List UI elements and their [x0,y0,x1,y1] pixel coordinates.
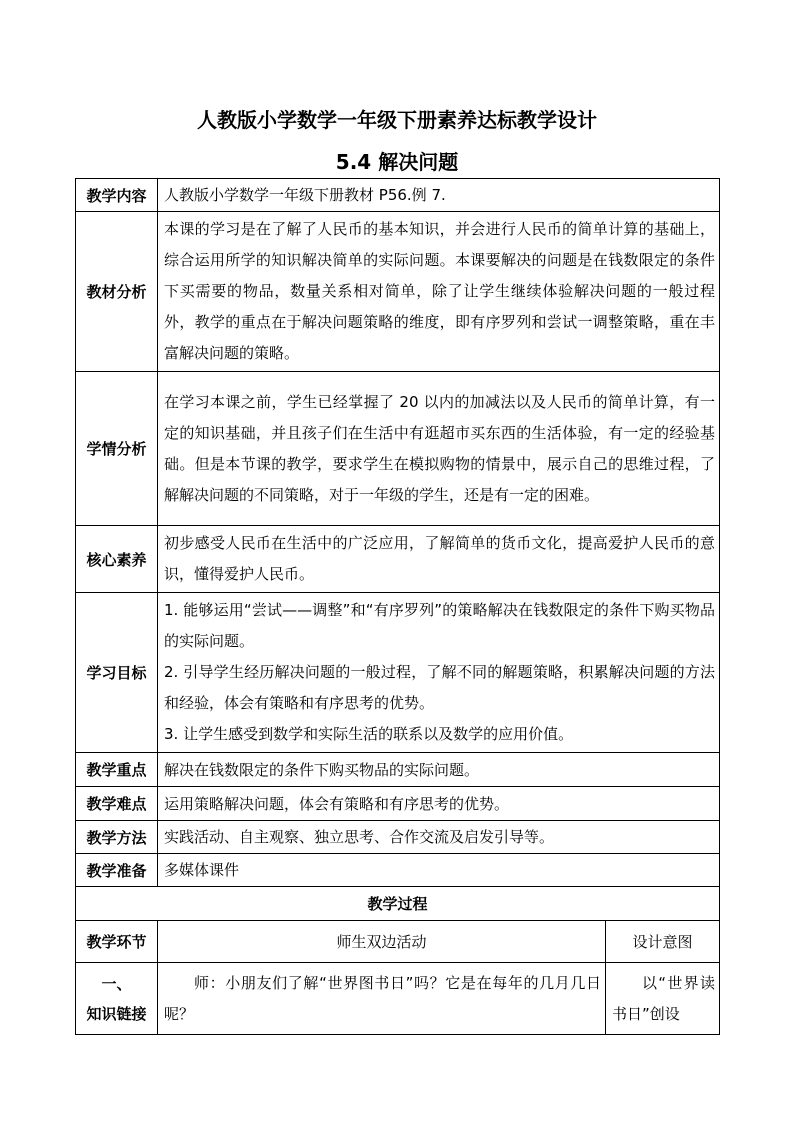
row-process-1 [76,963,720,1035]
activity-text: 师：小朋友们了解“世界图书日”吗？它是在每年的几月几日呢？ [158,963,606,1035]
label-core: 核心素养 [76,526,158,593]
label-prep: 教学准备 [76,854,158,887]
value-core: 初步感受人民币在生活中的广泛应用，了解简单的货币文化，提高爱护人民币的意识，懂得爱护人民币。 [158,526,720,593]
label-students: 学情分析 [76,372,158,526]
row-process-header [76,887,720,921]
value-content: 人教版小学数学一年级下册教材 P56.例 7. [158,179,720,212]
value-material: 本课的学习是在了解了人民币的基本知识，并会进行人民币的简单计算的基础上，综合运用所学的知识解决简单的实际问题。本课要解决的问题是在钱数限定的条件下买需要的物品，数量关系相对简单，除了让学生继续体验解决问题的一般过程外，教学的重点在于解决问题策略的维度，即有序罗列和尝试一调整策略，重在丰富解决问题的策略。 [158,212,720,372]
label-difficulty: 教学难点 [76,787,158,821]
value-prep: 多媒体课件 [158,854,720,887]
row-key [76,753,720,787]
value-difficulty: 运用策略解决问题，体会有策略和有序思考的优势。 [158,787,720,821]
stage-number: 一、 [101,974,132,993]
process-header: 教学过程 [76,887,720,921]
lesson-plan-table [75,178,720,1035]
row-content [76,179,720,212]
document-subtitle: 5.4 解决问题 [335,150,459,174]
value-students: 在学习本课之前，学生已经掌握了 20 以内的加减法以及人民币的简单计算，有一定的知识基础，并且孩子们在生活中有逛超市买东西的生活体验，有一定的经验基础。但是本节课的教学，要求学生在模拟购物的情景中，展示自己的思维过程，了解解决问题的不同策略，对于一年级的学生，还是有一定的困难。 [158,372,720,526]
label-key: 教学重点 [76,753,158,787]
row-prep [76,854,720,887]
column-activity: 师生双边活动 [158,921,606,963]
row-core [76,526,720,593]
column-stage: 教学环节 [76,921,158,963]
stage-name: 知识链接 [86,1004,147,1023]
intent-text: 以“世界读书日”创设 [606,963,720,1035]
label-method: 教学方法 [76,821,158,854]
row-students [76,372,720,526]
row-material [76,212,720,372]
goal-item-1: 1. 能够运用“尝试——调整”和“有序罗列”的策略解决在钱数限定的条件下购买物品的实际问题。 [164,601,715,650]
value-method: 实践活动、自主观察、独立思考、合作交流及启发引导等。 [158,821,720,854]
row-difficulty [76,787,720,821]
value-goals [158,593,720,753]
stage-knowledge-link [76,963,158,1035]
value-key: 解决在钱数限定的条件下购买物品的实际问题。 [158,753,720,787]
row-goals [76,593,720,753]
column-intent: 设计意图 [606,921,720,963]
goal-item-3: 3. 让学生感受到数学和实际生活的联系以及数学的应用价值。 [164,725,574,743]
document-title: 人教版小学数学一年级下册素养达标教学设计 [197,108,597,132]
goal-item-2: 2. 引导学生经历解决问题的一般过程，了解不同的解题策略，积累解决问题的方法和经验，体会有策略和有序思考的优势。 [164,663,715,712]
label-material: 教材分析 [76,212,158,372]
row-method [76,821,720,854]
label-content: 教学内容 [76,179,158,212]
row-process-columns [76,921,720,963]
label-goals: 学习目标 [76,593,158,753]
